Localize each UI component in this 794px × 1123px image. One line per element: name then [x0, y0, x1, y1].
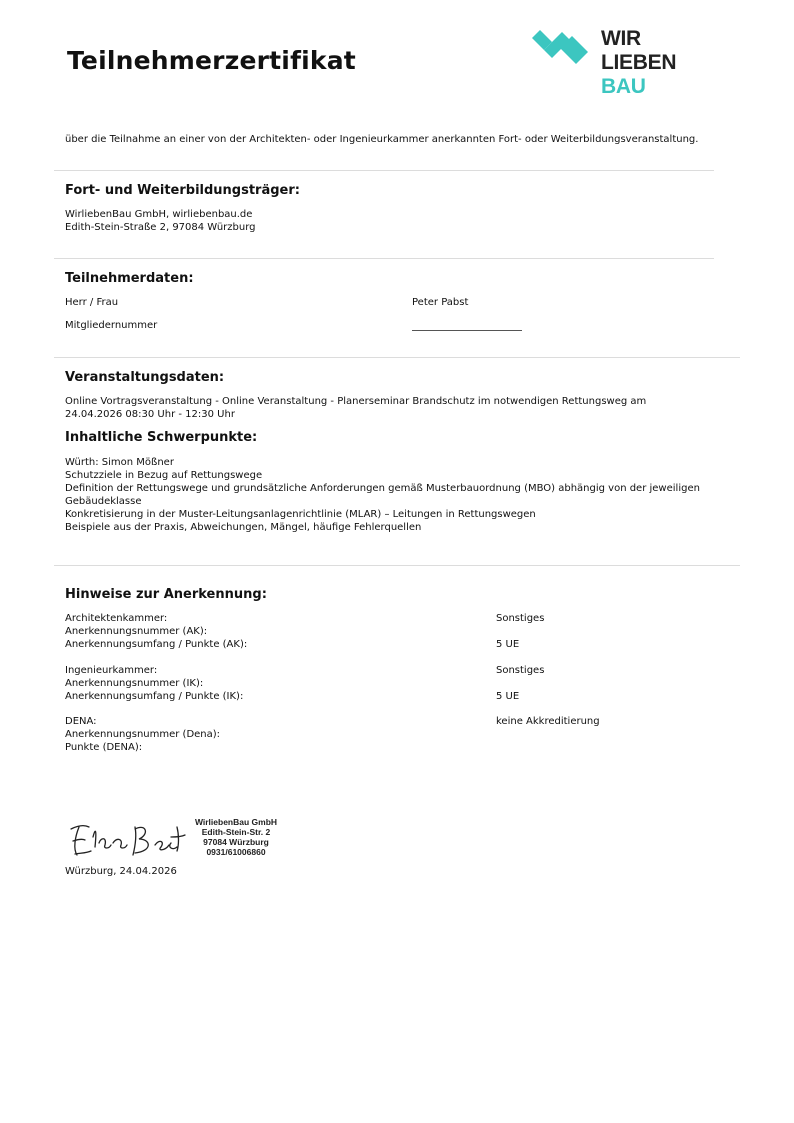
ik-number-label: Anerkennungsnummer (IK):: [65, 678, 204, 689]
stamp-line: Edith-Stein-Str. 2: [201, 827, 271, 837]
participant-name: Peter Pabst: [412, 297, 469, 308]
salutation-label: Herr / Frau: [65, 297, 119, 308]
stamp-line: WirliebenBau GmbH: [194, 817, 278, 827]
dena-value: keine Akkreditierung: [496, 716, 600, 727]
wirliebenbau-logo: [530, 28, 690, 98]
dena-number-label: Anerkennungsnummer (Dena):: [65, 729, 221, 740]
logo-word-wir: WIR: [601, 27, 641, 50]
intro-text: über die Teilnahme an einer von der Architekten- oder Ingenieurkammer anerkannten Fort- oder Weiterbildungsveranstaltung.: [65, 134, 699, 145]
provider-heading: Fort- und Weiterbildungsträger:: [65, 183, 300, 198]
ak-chamber-value: Sonstiges: [496, 613, 545, 624]
focus-item: Beispiele aus der Praxis, Abweichungen, Mängel, häufige Fehlerquellen: [65, 522, 422, 533]
ik-chamber-value: Sonstiges: [496, 665, 545, 676]
dena-label: DENA:: [65, 716, 97, 727]
provider-line-1: WirliebenBau GmbH, wirliebenbau.de: [65, 209, 253, 220]
recognition-heading: Hinweise zur Anerkennung:: [65, 587, 267, 602]
logo-word-lieben: LIEBEN: [601, 51, 677, 74]
ik-chamber-label: Ingenieurkammer:: [65, 665, 158, 676]
logo-mark-icon: [530, 28, 592, 68]
ak-points-value: 5 UE: [496, 639, 520, 650]
focus-heading: Inhaltliche Schwerpunkte:: [65, 430, 258, 445]
focus-item: Konkretisierung in der Muster-Leitungsanlagenrichtlinie (MLAR) – Leitungen in Rettungswegen: [65, 509, 536, 520]
event-heading: Veranstaltungsdaten:: [65, 370, 225, 385]
certificate-title: Teilnehmerzertifikat: [67, 46, 356, 75]
place-date: Würzburg, 24.04.2026: [65, 866, 177, 877]
logo-word-bau: BAU: [601, 75, 646, 98]
focus-item: Definition der Rettungswege und grundsätzliche Anforderungen gemäß Musterbauordnung (MBO) abhängig von der jeweiligen: [65, 483, 700, 494]
ak-number-label: Anerkennungsnummer (AK):: [65, 626, 208, 637]
ak-points-label: Anerkennungsumfang / Punkte (AK):: [65, 639, 248, 650]
member-number-label: Mitgliedernummer: [65, 320, 158, 331]
focus-item: Gebäudeklasse: [65, 496, 142, 507]
participant-heading: Teilnehmerdaten:: [65, 271, 194, 286]
member-number-line: [412, 330, 522, 331]
company-stamp: [191, 817, 281, 857]
divider: [54, 258, 714, 259]
stamp-line: 0931/61006860: [206, 847, 266, 857]
divider: [54, 170, 714, 171]
divider: [54, 565, 740, 566]
stamp-line: 97084 Würzburg: [203, 837, 269, 847]
ik-points-value: 5 UE: [496, 691, 520, 702]
dena-points-label: Punkte (DENA):: [65, 742, 143, 753]
focus-item: Würth: Simon Mößner: [65, 457, 174, 468]
handwritten-signature: [65, 807, 190, 863]
event-line-1: Online Vortragsveranstaltung - Online Veranstaltung - Planerseminar Brandschutz im notwendigen Rettungsweg am: [65, 396, 647, 407]
provider-line-2: Edith-Stein-Straße 2, 97084 Würzburg: [65, 222, 256, 233]
signature-stamp-image: [65, 807, 280, 863]
ik-points-label: Anerkennungsumfang / Punkte (IK):: [65, 691, 244, 702]
focus-item: Schutzziele in Bezug auf Rettungswege: [65, 470, 263, 481]
ak-chamber-label: Architektenkammer:: [65, 613, 168, 624]
event-line-2: 24.04.2026 08:30 Uhr - 12:30 Uhr: [65, 409, 235, 420]
divider: [54, 357, 740, 358]
